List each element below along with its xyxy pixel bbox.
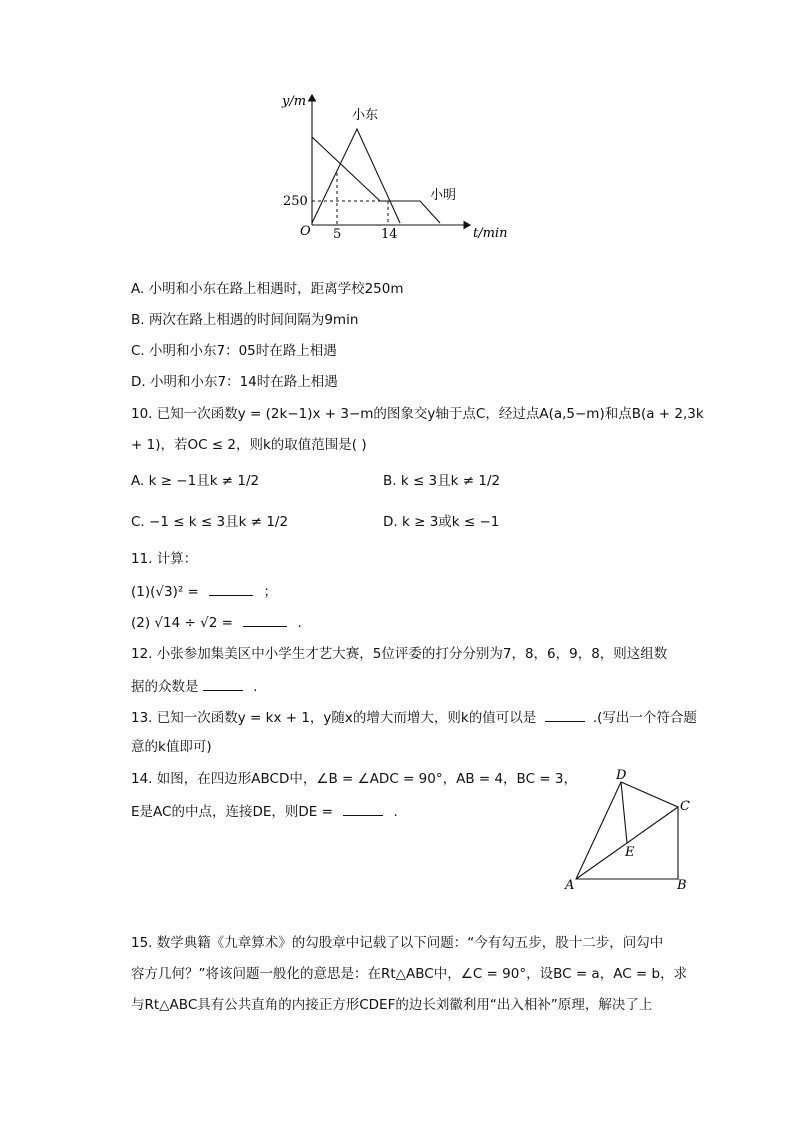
q9-option-c: C. 小明和小东7：05时在路上相遇 [131,343,337,359]
label-d: D [616,768,627,783]
q9-option-a: A. 小明和小东在路上相遇时，距离学校250m [131,281,404,297]
q14-line-2-text: E是AC的中点，连接DE，则DE = [131,804,333,820]
series-xiaodong-line [312,129,400,223]
q11-part-2-blank [243,612,287,627]
q15-line-2: 容方几何？”将该问题一般化的意思是：在Rt△ABC中，∠C = 90°，设BC = a，AC = b，求 [131,966,688,982]
q9-option-b: B. 两次在路上相遇的时间间隔为9min [131,312,359,328]
x-axis-label: t/min [473,226,508,241]
q9-option-d: D. 小明和小东7：14时在路上相遇 [131,374,338,390]
q13-line-1-text: 13. 已知一次函数y = kx + 1，y随x的增大而增大，则k的值可以是 [131,710,537,726]
y-tick-250: 250 [283,194,308,209]
q12-line-2 [131,676,257,696]
q14-line-2 [131,801,398,821]
origin-label: O [300,224,311,239]
q11-part-2 [131,612,302,632]
q11-part-1-expr: (1)(√3)² = [131,584,199,600]
q10-option-a: A. k ≥ −1且k ≠ 1/2 [131,473,260,489]
q13-line-1 [131,707,697,727]
q11-part-1 [131,581,277,601]
quadrilateral-figure [560,762,700,897]
label-e: E [625,845,635,860]
q10-option-c: C. −1 ≤ k ≤ 3且k ≠ 1/2 [131,514,289,530]
q12-line-2-end: . [253,679,258,695]
q11-part-2-expr: (2) √14 ÷ √2 = [131,615,233,631]
q13-blank [545,707,585,722]
x-tick-5: 5 [333,227,342,242]
q10-stem-line-1: 10. 已知一次函数y = (2k−1)x + 3−m的图象交y轴于点C，经过点A(a,5−m)和点B(a + 2,3k [131,406,704,422]
q11-part-1-blank [209,581,253,596]
q11-stem: 11. 计算： [131,551,198,567]
distance-time-graph [270,85,520,245]
q13-line-1-end: .(写出一个符合题 [592,710,697,726]
q15-line-1: 15. 数学典籍《九章算术》的勾股章中记载了以下问题：“今有勾五步，股十二步，问勾中 [131,935,664,951]
series-xiaodong-label: 小东 [352,108,379,123]
q11-part-2-end: . [297,615,302,631]
q13-line-2: 意的k值即可) [131,739,212,755]
q10-option-d: D. k ≥ 3或k ≤ −1 [383,514,500,530]
q12-line-1: 12. 小张参加集美区中小学生才艺大赛，5位评委的打分分别为7，8，6，9，8，则这组数 [131,646,668,662]
q14-line-1: 14. 如图，在四边形ABCD中，∠B = ∠ADC = 90°，AB = 4，BC = 3， [131,771,577,787]
label-a: A [565,878,575,893]
q10-stem-line-2: + 1)，若OC ≤ 2，则k的取值范围是( ) [131,437,367,453]
quad-outline [576,782,678,879]
x-tick-14: 14 [381,227,398,242]
series-xiaoming-line [312,137,440,223]
label-c: C [680,799,690,814]
q15-line-3: 与Rt△ABC具有公共直角的内接正方形CDEF的边长刘徽利用“出入相补”原理，解决了上 [131,997,653,1013]
label-b: B [677,878,687,893]
series-xiaoming-label: 小明 [430,188,457,203]
q14-blank [343,801,383,816]
y-axis-label: y/m [282,94,307,109]
q14-line-2-end: . [393,804,398,820]
q10-option-b: B. k ≤ 3且k ≠ 1/2 [383,473,501,489]
q12-line-2-text: 据的众数是 [131,679,199,695]
q12-blank [203,676,243,691]
segment-de [621,782,627,843]
q11-part-1-end: ； [263,584,277,600]
